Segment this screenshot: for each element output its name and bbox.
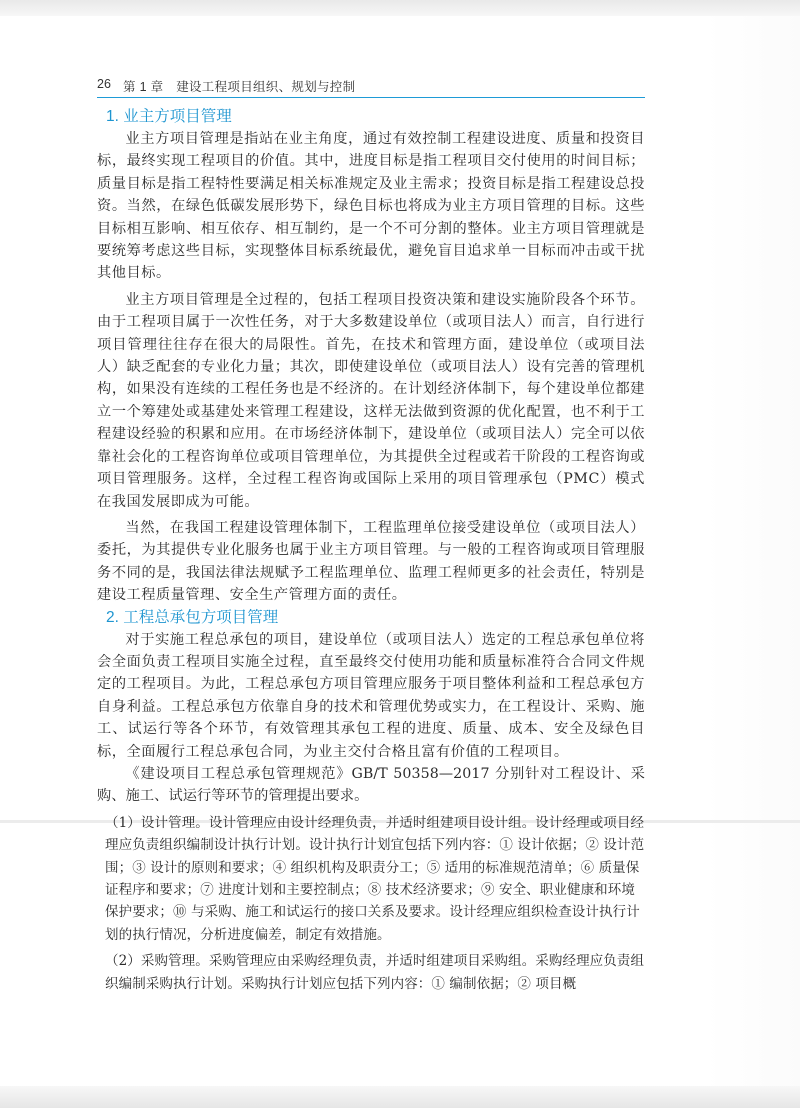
scan-top-edge (0, 0, 800, 16)
scan-right-margin (705, 16, 800, 1086)
paragraph: 业主方项目管理是指站在业主角度，通过有效控制工程建设进度、质量和投资目标，最终实现工程项目的价值。其中，进度目标是指工程项目交付使用的时间目标；质量目标是指工程特性要满足相关标准规定及业主需求；投资目标是指工程建设总投资。当然，在绿色低碳发展形势下，绿色目标也将成为业主方项目管理的目标。这些目标相互影响、相互依存、相互制约，是一个不可分割的整体。业主方项目管理就是要统筹考虑这些目标，实现整体目标系统最优，避免盲目追求单一目标而冲击或干扰其他目标。 (97, 131, 645, 282)
procurement-management-item: （2）采购管理。采购管理应由采购经理负责，并适时组建项目采购组。采购经理应负责组织编制采购执行计划。采购执行计划应包括下列内容：① 编制依据；② 项目概 (105, 953, 645, 992)
scan-bottom-edge (0, 1086, 800, 1108)
section-heading-epc: 2. 工程总承包方项目管理 (106, 608, 279, 626)
section-heading-owner: 1. 业主方项目管理 (106, 108, 232, 125)
design-management-item: （1）设计管理。设计管理应由设计经理负责，并适时组建项目设计组。设计经理或项目经理应负责组织编制设计执行计划。设计执行计划宜包括下列内容：① 设计依据；② 设计范围；③ 设计的原则和要求；④ 组织机构及职责分工；⑤ 适用的标准规范清单；⑥ 质量保证程序和要求；⑦ 进度计划和主要控制点；⑧ 技术经济要求；⑨ 安全、职业健康和环境保护要求；⑩ 与采购、施工和试运行的接口关系及要求。设计经理应组织检查设计执行计划的执行情况，分析进度偏差，制定有效措施。 (105, 814, 645, 943)
running-header (97, 74, 645, 98)
paragraph: 对于实施工程总承包的项目，建设单位（或项目法人）选定的工程总承包单位将会全面负责工程项目实施全过程，直至最终交付使用功能和质量标准符合合同文件规定的工程项目。为此，工程总承包方项目管理应服务于项目整体利益和工程总承包方自身利益。工程总承包方依靠自身的技术和管理优势或实力，在工程设计、采购、施工、试运行等各个环节，有效管理其承包工程的进度、质量、成本、安全及绿色目标，全面履行工程总承包合同，为业主交付合格且富有价值的工程项目。 (97, 631, 645, 760)
page-body (97, 106, 645, 995)
paragraph: 当然，在我国工程建设管理体制下，工程监理单位接受建设单位（或项目法人）委托，为其提供专业化服务也属于业主方项目管理。与一般的工程咨询或项目管理服务不同的是，我国法律法规赋予工程监理单位、监理工程师更多的社会责任，特别是建设工程质量管理、安全生产管理方面的责任。 (97, 519, 645, 604)
chapter-title: 第 1 章 建设工程项目组织、规划与控制 (123, 80, 356, 94)
paragraph: 《建设项目工程总承包管理规范》GB/T 50358—2017 分别针对工程设计、采购、施工、试运行等环节的管理提出要求。 (97, 765, 645, 805)
header-rule (97, 97, 645, 99)
paragraph: 业主方项目管理是全过程的，包括工程项目投资决策和建设实施阶段各个环节。由于工程项目属于一次性任务，对于大多数建设单位（或项目法人）而言，自行进行项目管理往往存在很大的局限性。首先，在技术和管理方面，建设单位（或项目法人）缺乏配套的专业化力量；其次，即使建设单位（或项目法人）设有完善的管理机构，如果没有连续的工程任务也是不经济的。在计划经济体制下，每个建设单位都建立一个筹建处或基建处来管理工程建设，这样无法做到资源的优化配置，也不利于工程建设经验的积累和应用。在市场经济体制下，建设单位（或项目法人）完全可以依靠社会化的工程咨询单位或项目管理单位，为其提供全过程或若干阶段的工程咨询或项目管理服务。这样，全过程工程咨询或国际上采用的项目管理承包（PMC）模式在我国发展即成为可能。 (97, 291, 645, 510)
page-number: 26 (97, 77, 111, 91)
